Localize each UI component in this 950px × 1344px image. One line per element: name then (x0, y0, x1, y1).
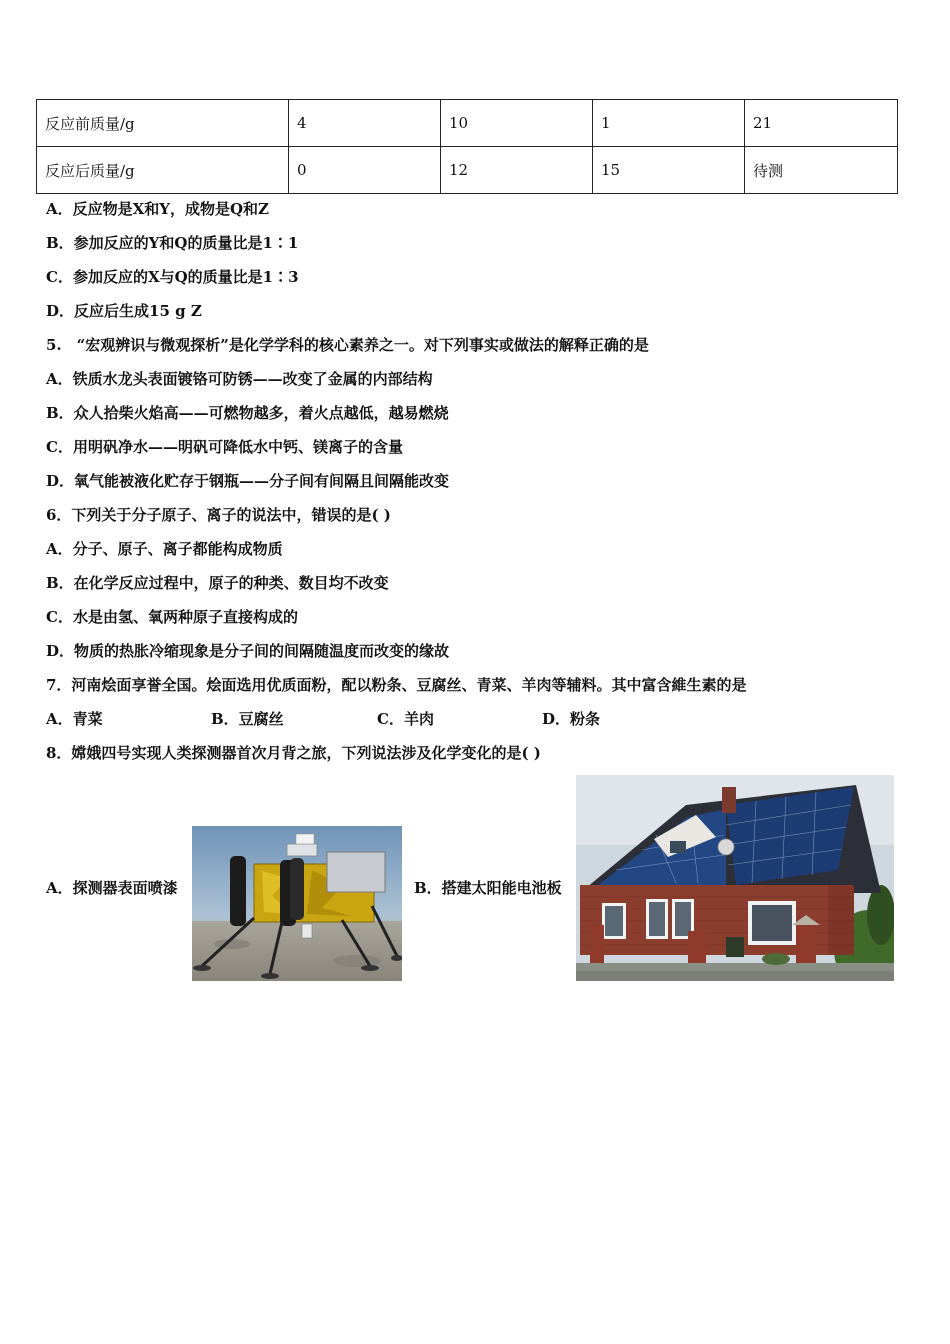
table-row (37, 147, 898, 194)
q4-option-d: D．反应后生成15 g Z (46, 302, 202, 320)
q7-options (46, 708, 746, 728)
q7-option-b: B．豆腐丝 (211, 710, 284, 728)
table-cell: 21 (745, 100, 898, 147)
mass-table (36, 99, 898, 194)
q5-option-d: D．氧气能被液化贮存于钢瓶——分子间有间隔且间隔能改变 (46, 472, 450, 490)
q8-stem: 8．嫦娥四号实现人类探测器首次月背之旅，下列说法涉及化学变化的是( ) (46, 744, 541, 762)
q8-option-b: B．搭建太阳能电池板 (414, 879, 562, 897)
table-cell: 1 (593, 100, 745, 147)
q5-option-c: C．用明矾净水——明矾可降低水中钙、镁离子的含量 (46, 438, 403, 456)
q7-option-d: D．粉条 (542, 710, 601, 728)
q4-option-a: A．反应物是X和Y，成物是Q和Z (46, 200, 270, 218)
lunar-lander-photo (192, 826, 402, 981)
q5-stem: 5. “宏观辨识与微观探析”是化学学科的核心素养之一。对下列事实或做法的解释正确的是 (46, 336, 649, 354)
q7-option-a: A．青菜 (46, 710, 103, 728)
table-cell: 待测 (745, 147, 898, 194)
q6-stem: 6．下列关于分子原子、离子的说法中，错误的是( ) (46, 506, 391, 524)
q6-option-d: D．物质的热胀冷缩现象是分子间的间隔随温度而改变的缘故 (46, 642, 450, 660)
table-cell: 10 (441, 100, 593, 147)
q6-option-c: C．水是由氢、氧两种原子直接构成的 (46, 608, 298, 626)
q6-option-a: A．分子、原子、离子都能构成物质 (46, 540, 283, 558)
q4-option-b: B．参加反应的Y和Q的质量比是1∶1 (46, 234, 299, 252)
q5-option-a: A．铁质水龙头表面镀铬可防锈——改变了金属的内部结构 (46, 370, 433, 388)
table-cell: 0 (289, 147, 441, 194)
table-row (37, 100, 898, 147)
table-cell: 反应前质量/g (37, 100, 289, 147)
q6-option-b: B．在化学反应过程中，原子的种类、数目均不改变 (46, 574, 389, 592)
table-cell: 4 (289, 100, 441, 147)
table-cell: 15 (593, 147, 745, 194)
q8-option-a: A．探测器表面喷漆 (46, 879, 178, 897)
q7-stem: 7．河南烩面享誉全国。烩面选用优质面粉，配以粉条、豆腐丝、青菜、羊肉等辅料。其中富含維生素的是 (46, 676, 747, 694)
q7-option-c: C．羊肉 (377, 710, 434, 728)
solar-panel-house-photo (576, 775, 894, 981)
q4-option-c: C．参加反应的X与Q的质量比是1∶3 (46, 268, 299, 286)
table-cell: 反应后质量/g (37, 147, 289, 194)
q5-option-b: B．众人拾柴火焰高——可燃物越多，着火点越低，越易燃烧 (46, 404, 449, 422)
table-cell: 12 (441, 147, 593, 194)
